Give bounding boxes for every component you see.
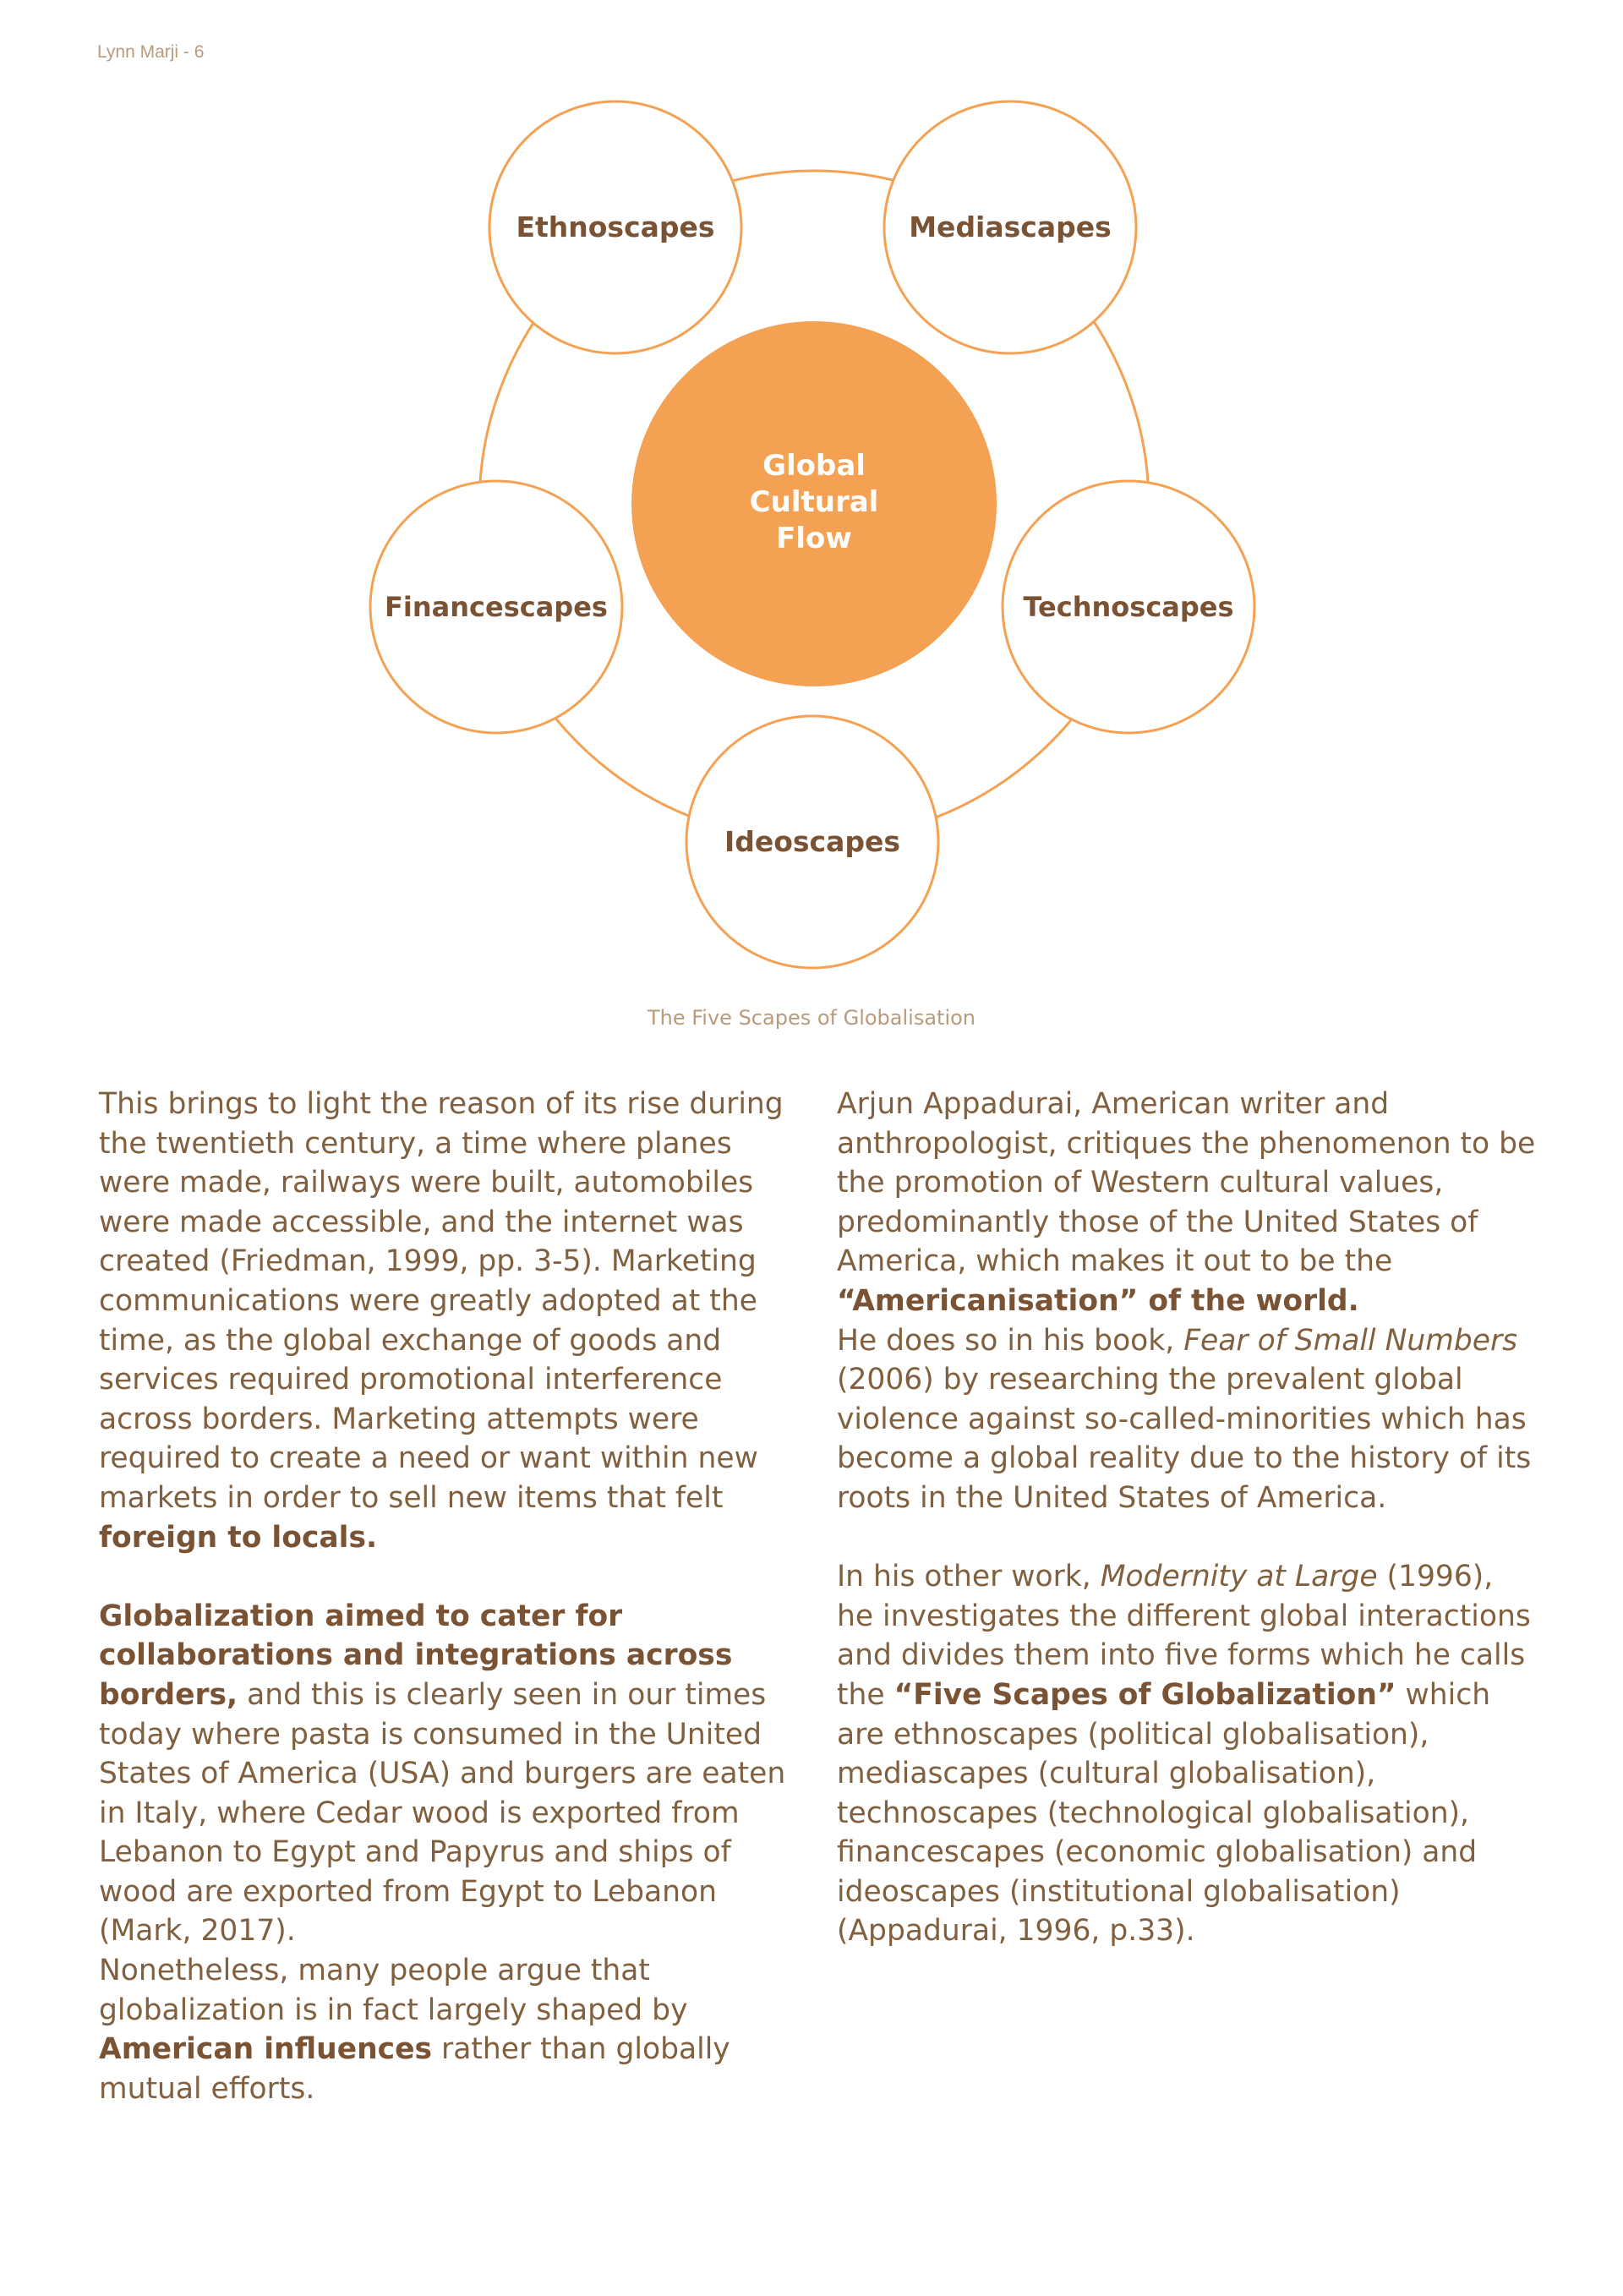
body-text: rather than globally mutual efforts. — [99, 2032, 730, 2106]
right-paragraph-1 — [837, 1085, 1538, 1321]
emphasis-text: “Americanisation” of the world. — [837, 1283, 1359, 1318]
scape-label-financescapes: Financescapes — [385, 591, 608, 623]
body-text: In his other work, — [837, 1560, 1101, 1594]
body-text: This brings to light the reason of its rise during the twentieth century, a time where planes were made, railways were built, automobiles were made accessible, and the internet was created (Friedman, 1999, pp. 3-5). Marketing communications were greatly adopted at the time, as the global exchange of goods and services required promotional interference across borders. Marketing attempts were required to create a need or want within new markets in order to sell new items that felt — [99, 1087, 784, 1515]
scape-label-ethnoscapes: Ethnoscapes — [516, 210, 715, 243]
page-header: Lynn Marji - 6 — [97, 42, 205, 62]
scape-label-ideoscapes: Ideoscapes — [724, 825, 901, 858]
emphasis-text: “Five Scapes of Globalization” — [893, 1677, 1396, 1712]
paragraph-gap — [99, 1557, 801, 1597]
scape-node-technoscapes — [1003, 481, 1254, 733]
emphasis-text: American influences — [99, 2032, 433, 2067]
book-title: Fear of Small Numbers — [1183, 1323, 1518, 1358]
body-text: and this is clearly seen in our times today where pasta is consumed in the United States of America (USA) and burgers are eaten in Italy, where Cedar wood is exported from Lebanon to Egypt and Papyrus and ships of wood are exported from Egypt to Lebanon (Mark, 2017). — [99, 1677, 786, 1949]
emphasis-text: foreign to locals. — [99, 1520, 378, 1555]
left-paragraph-1 — [99, 1085, 801, 1557]
body-text: Nonetheless, many people argue that globalization is in fact largely shaped by — [99, 1954, 688, 2027]
right-paragraph-2 — [837, 1321, 1538, 1518]
scape-label-technoscapes: Technoscapes — [1023, 591, 1234, 623]
scape-node-ethnoscapes — [489, 101, 741, 353]
paragraph-gap — [837, 1518, 1538, 1558]
right-column — [837, 1085, 1538, 1951]
book-title: Modernity at Large — [1100, 1560, 1378, 1594]
left-paragraph-3 — [99, 1951, 801, 2108]
scape-label-mediascapes: Mediascapes — [909, 210, 1112, 243]
body-text: He does so in his book, — [837, 1323, 1184, 1358]
body-text: Arjun Appadurai, American writer and anthropologist, critiques the phenomenon to be the promotion of Western cultural values, predominantly those of the United States of America, which makes it out to be the — [837, 1087, 1536, 1279]
left-paragraph-2 — [99, 1597, 801, 1951]
emphasis-text: Globalization aimed to cater for collaborations and integrations across borders, — [99, 1599, 733, 1712]
body-text: (1996), he investigates the different global interactions and divides them into five forms which he calls the — [837, 1560, 1531, 1712]
center-label-line1: Global — [762, 449, 866, 483]
body-text: which are ethnoscapes (political globalisation), mediascapes (cultural globalisation), technoscapes (technological globalisation), financescapes (economic globalisation) and ideoscapes (institutional globalisation) (Appadurai, 1996, p.33). — [837, 1677, 1491, 1949]
right-paragraph-3 — [837, 1557, 1538, 1951]
scape-node-mediascapes — [884, 101, 1136, 353]
five-scapes-diagram — [0, 0, 1623, 998]
center-label-line3: Flow — [776, 522, 852, 555]
body-text: (2006) by researching the prevalent global violence against so-called-minorities which has become a global reality due to the history of its roots in the United States of America. — [837, 1363, 1532, 1515]
center-label-line2: Cultural — [749, 485, 879, 519]
center-node — [631, 321, 997, 686]
left-column — [99, 1085, 801, 2108]
figure-caption: The Five Scapes of Globalisation — [647, 1006, 976, 1030]
scape-node-ideoscapes — [686, 716, 938, 968]
scape-node-financescapes — [370, 481, 622, 733]
